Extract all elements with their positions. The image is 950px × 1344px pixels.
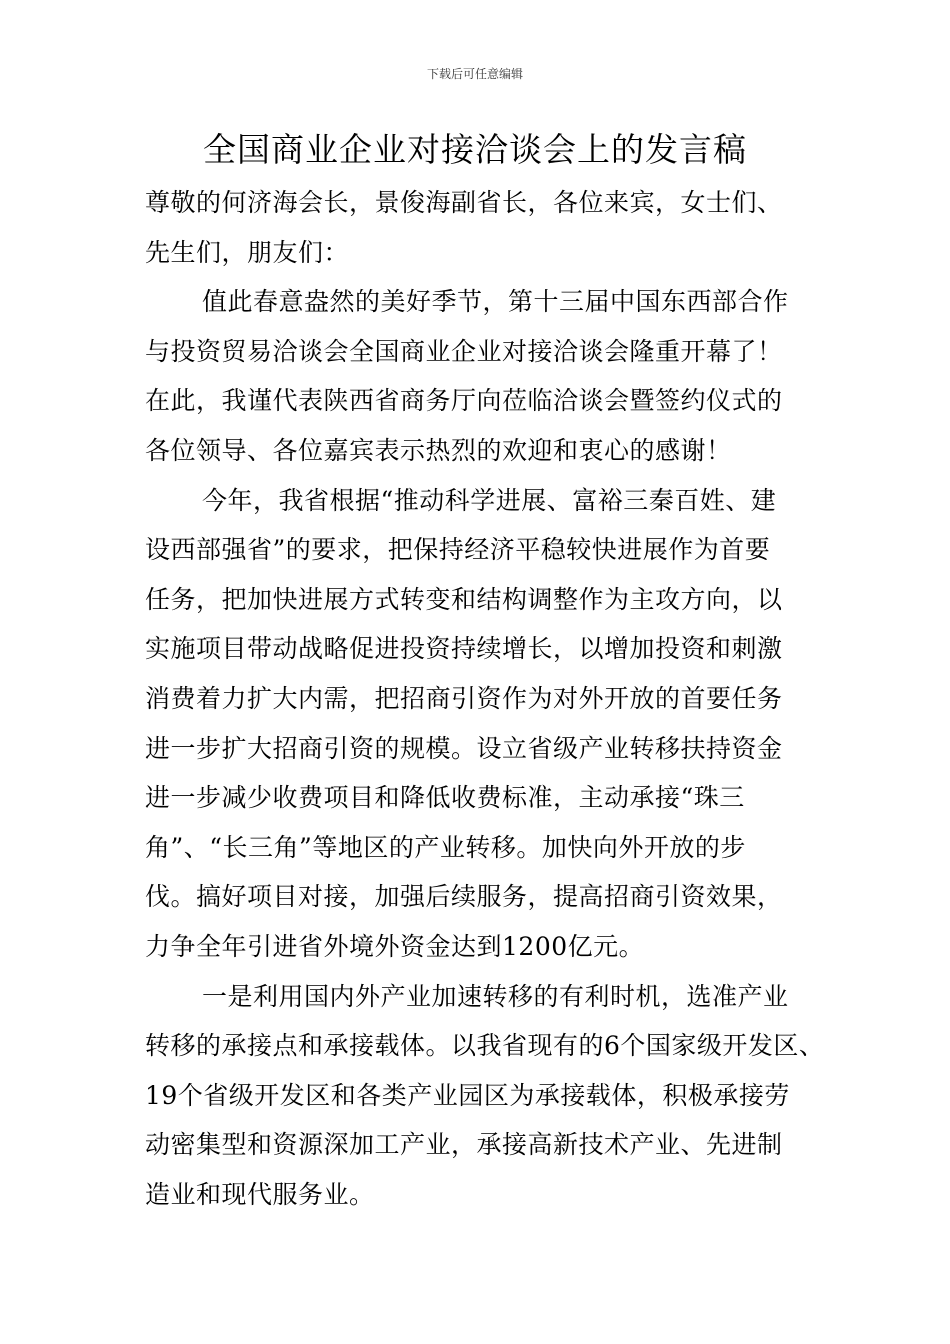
- body-line-17: 一是利用国内外产业加速转移的有利时机，选准产业: [202, 981, 789, 1011]
- body-line-1: 尊敬的何济海会长，景俊海副省长，各位来宾，女士们、: [145, 188, 783, 217]
- body-line-8: 设西部强省”的要求，把保持经济平稳较快进展作为首要: [145, 535, 771, 565]
- header-note: 下载后可任意编辑: [426, 67, 523, 81]
- body-line-9: 任务，把加快进展方式转变和结构调整作为主攻方向，以: [145, 584, 783, 614]
- body-line-19: 19个省级开发区和各类产业园区为承接载体，积极承接劳: [145, 1080, 790, 1110]
- body-line-16: 力争全年引进省外境外资金达到1200亿元。: [145, 931, 645, 961]
- body-line-3: 值此春意盎然的美好季节，第十三届中国东西部合作: [202, 287, 789, 317]
- body-line-2: 先生们，朋友们：: [145, 237, 350, 267]
- body-line-14: 角”、“长三角”等地区的产业转移。加快向外开放的步: [145, 832, 746, 862]
- document-body: [145, 178, 825, 1219]
- body-line-10: 实施项目带动战略促进投资持续增长，以增加投资和刺激: [145, 634, 783, 664]
- document-title: 全国商业企业对接洽谈会上的发言稿: [203, 130, 747, 169]
- body-line-7: 今年，我省根据“推动科学进展、富裕三秦百姓、建: [202, 485, 777, 515]
- body-line-13: 进一步减少收费项目和降低收费标准，主动承接“珠三: [145, 783, 745, 813]
- body-line-12: 进一步扩大招商引资的规模。设立省级产业转移扶持资金: [145, 733, 783, 763]
- body-line-5: 在此，我谨代表陕西省商务厅向莅临洽谈会暨签约仪式的: [145, 386, 783, 416]
- body-line-4: 与投资贸易洽谈会全国商业企业对接洽谈会隆重开幕了！: [145, 336, 783, 366]
- body-line-11: 消费着力扩大内需，把招商引资作为对外开放的首要任务: [145, 683, 783, 713]
- body-line-21: 造业和现代服务业。: [145, 1179, 375, 1209]
- body-line-20: 动密集型和资源深加工产业，承接高新技术产业、先进制: [145, 1130, 783, 1160]
- body-line-6: 各位领导、各位嘉宾表示热烈的欢迎和衷心的感谢！: [145, 435, 732, 465]
- body-line-18: 转移的承接点和承接载体。以我省现有的6个国家级开发区、: [145, 1031, 825, 1061]
- body-line-15: 伐。搞好项目对接，加强后续服务，提高招商引资效果，: [145, 882, 783, 912]
